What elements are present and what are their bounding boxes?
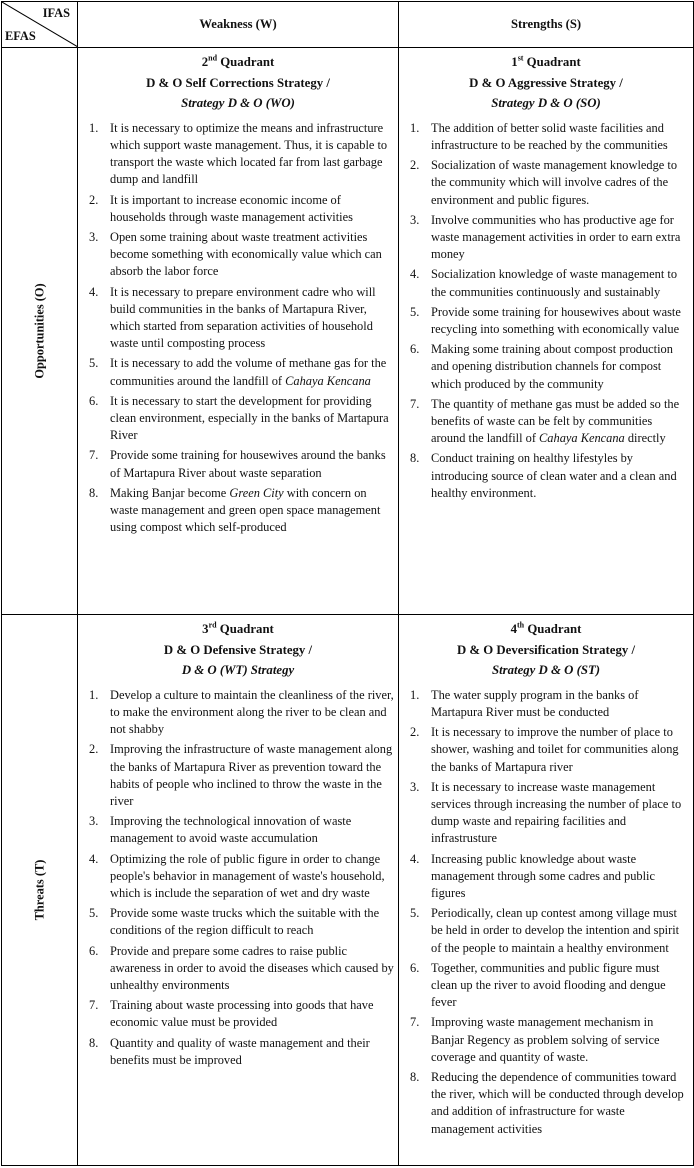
list-item bbox=[399, 960, 687, 1012]
list-item bbox=[399, 1069, 687, 1138]
item-number: 5. bbox=[89, 356, 99, 371]
list-item bbox=[78, 485, 394, 537]
corner-cell bbox=[2, 2, 78, 48]
item-text: Optimizing the role of public figure in order to change people's behavior in management of waste's household, which is include the separation of wet and dry waste bbox=[110, 851, 385, 901]
list-item bbox=[399, 724, 687, 776]
list-item bbox=[78, 905, 394, 939]
quadrant-word: Quadrant bbox=[524, 622, 582, 636]
item-number: 1. bbox=[410, 120, 420, 135]
quadrant-number bbox=[399, 619, 693, 640]
q1-title bbox=[399, 48, 693, 114]
item-text: It is necessary to start the development for providing clean environment, especially in the banks of Martapura River bbox=[110, 393, 389, 443]
item-number: 5. bbox=[410, 304, 420, 319]
strategy-name: D & O Defensive Strategy / bbox=[163, 642, 313, 657]
q2-title bbox=[78, 48, 398, 114]
ordinal-suffix: th bbox=[517, 620, 525, 630]
item-number: 3. bbox=[410, 779, 420, 794]
list-item bbox=[399, 1014, 687, 1066]
list-item bbox=[399, 450, 687, 502]
list-item bbox=[78, 851, 394, 903]
list-item bbox=[399, 157, 687, 209]
item-text-tail: with concern on waste management and green open space management using compost which self-produced bbox=[110, 485, 381, 535]
item-number: 4. bbox=[89, 851, 99, 866]
item-number: 4. bbox=[89, 284, 99, 299]
item-text: The water supply program in the banks of Martapura River must be conducted bbox=[431, 687, 639, 719]
item-number: 8. bbox=[410, 451, 420, 466]
list-item bbox=[399, 905, 687, 957]
item-number: 3. bbox=[89, 230, 99, 244]
item-text: Provide some training for housewives around the banks of Martapura River about waste separation bbox=[110, 448, 386, 480]
item-number: 8. bbox=[89, 1035, 99, 1050]
q2-strategy-list bbox=[78, 120, 398, 537]
header-row bbox=[2, 2, 694, 48]
opportunities-row bbox=[2, 48, 694, 615]
item-number: 1. bbox=[89, 120, 99, 135]
item-number: 2. bbox=[89, 742, 99, 757]
item-number: 2. bbox=[89, 192, 99, 207]
strengths-column-header: Strengths (S) bbox=[399, 2, 694, 48]
item-number: 3. bbox=[410, 212, 420, 227]
item-text: It is necessary to prepare environment cadre who will build communities in the banks of Martapura River, which started from separation activities of household waste until composting process bbox=[110, 284, 376, 351]
efas-label: EFAS bbox=[5, 29, 36, 43]
strategy-name: D & O Self Corrections Strategy / bbox=[146, 75, 330, 90]
quadrant-word: Quadrant bbox=[216, 622, 274, 636]
quadrant-word: Quadrant bbox=[217, 55, 275, 69]
list-item bbox=[78, 741, 394, 810]
item-text: It is necessary to add the volume of methane gas for the communities around the landfill of bbox=[110, 356, 387, 388]
list-item bbox=[399, 266, 687, 300]
item-text: Periodically, clean up contest among village must be held in order to develop the intention and spirit of the people to maintain a healthy environment bbox=[431, 906, 680, 955]
opportunities-label: Opportunities (O) bbox=[31, 283, 46, 379]
item-text: Increasing public knowledge about waste management through some cadres and public figures bbox=[431, 851, 655, 901]
list-item bbox=[78, 687, 394, 739]
list-item bbox=[78, 393, 394, 445]
item-text: Improving the technological innovation of waste management to avoid waste accumulation bbox=[110, 814, 352, 846]
threats-label: Threats (T) bbox=[31, 859, 46, 921]
list-item bbox=[399, 341, 687, 393]
quadrant-ordinal: 1 bbox=[511, 55, 518, 69]
q1-strategy-list bbox=[399, 120, 693, 502]
item-number: 6. bbox=[89, 393, 99, 408]
item-number: 7. bbox=[410, 396, 420, 411]
list-item bbox=[399, 851, 687, 903]
item-text: It is necessary to improve the number of place to shower, washing and toilet for communities along the banks of Martapura river bbox=[431, 725, 679, 774]
item-text: Provide some training for housewives about waste recycling into something with economically value bbox=[431, 304, 681, 337]
quadrant-number bbox=[399, 52, 693, 73]
item-text: Making Banjar become bbox=[110, 485, 230, 500]
list-item bbox=[78, 997, 394, 1031]
item-text: Provide and prepare some cadres to raise public awareness in order to avoid the diseases which caused by unhealthy environments bbox=[110, 943, 394, 993]
strategy-code: Strategy D & O (SO) bbox=[491, 96, 601, 111]
list-item bbox=[78, 355, 394, 389]
quadrant-word: Quadrant bbox=[523, 55, 581, 69]
item-text: Develop a culture to maintain the cleanliness of the river, to make the environment along the river to be clean and not shabby bbox=[110, 687, 394, 737]
strategy-name: D & O Aggressive Strategy / bbox=[469, 75, 623, 90]
list-item bbox=[78, 229, 394, 281]
item-number: 5. bbox=[89, 906, 99, 921]
item-text: Quantity and quality of waste management and their benefits must be improved bbox=[110, 1035, 370, 1067]
item-text: Involve communities who has productive age for waste management activities in order to earn extra money bbox=[431, 212, 681, 262]
item-number: 7. bbox=[410, 1015, 420, 1030]
item-text: Improving waste management mechanism in Banjar Regency as problem solving of service coverage and quantity of waste. bbox=[431, 1015, 660, 1064]
quadrant-number bbox=[78, 52, 398, 73]
item-text: It is important to increase economic income of households through waste management activities bbox=[110, 192, 353, 224]
quadrant-ordinal: 4 bbox=[510, 622, 518, 636]
ordinal-suffix: rd bbox=[208, 620, 217, 630]
quadrant-1-cell bbox=[399, 48, 694, 615]
item-text: It is necessary to optimize the means and infrastructure which support waste management. Thus, it is capable to transport the waste which located far from last garbage dump and landfill bbox=[110, 120, 388, 187]
list-item bbox=[78, 813, 394, 847]
item-number: 8. bbox=[89, 485, 99, 500]
item-text: The quantity of methane gas must be added so the benefits of waste can be felt by communities around the landfill of bbox=[431, 396, 680, 446]
list-item bbox=[78, 192, 394, 226]
list-item bbox=[78, 943, 394, 995]
item-number: 3. bbox=[89, 814, 99, 829]
item-number: 4. bbox=[410, 267, 420, 282]
item-text: Improving the infrastructure of waste management along the banks of Martapura River as prevention toward the habits of people who inclined to throw the waste in the river bbox=[110, 742, 393, 808]
item-number: 6. bbox=[410, 342, 420, 357]
item-italic-text: Cahaya Kencana bbox=[285, 373, 371, 388]
item-text: Making some training about compost production and opening distribution channels for compost which produced by the community bbox=[431, 342, 673, 391]
item-text: Conduct training on healthy lifestyles by introducing source of clean water and a clean and healthy environment. bbox=[431, 451, 677, 500]
item-number: 1. bbox=[410, 687, 420, 702]
item-number: 1. bbox=[89, 687, 99, 702]
ordinal-suffix: st bbox=[517, 53, 524, 63]
strategy-code: D & O (WT) Strategy bbox=[181, 663, 295, 678]
quadrant-3-cell bbox=[78, 615, 399, 1166]
quadrant-2-cell bbox=[78, 48, 399, 615]
item-text: Open some training about waste treatment activities become something with economically value which can absorb the labor force bbox=[110, 230, 382, 279]
quadrant-number bbox=[78, 619, 398, 640]
list-item bbox=[78, 120, 394, 189]
item-number: 4. bbox=[410, 851, 420, 866]
list-item bbox=[399, 687, 687, 721]
item-text: Training about waste processing into goods that have economic value must be provided bbox=[110, 998, 374, 1030]
item-text: Together, communities and public figure must clean up the river to avoid flooding and dengue fever bbox=[431, 960, 666, 1010]
strategy-code: Strategy D & O (ST) bbox=[491, 663, 601, 678]
q4-title bbox=[399, 615, 693, 681]
list-item bbox=[399, 304, 687, 338]
threats-row bbox=[2, 615, 694, 1166]
q3-title bbox=[78, 615, 398, 681]
threats-label-cell bbox=[2, 615, 78, 1166]
item-text: Provide some waste trucks which the suitable with the conditions of the region difficult to reach bbox=[110, 906, 380, 938]
item-number: 2. bbox=[410, 158, 420, 173]
list-item bbox=[78, 284, 394, 353]
list-item bbox=[399, 120, 687, 154]
item-italic-text: Green City bbox=[229, 485, 284, 500]
strategy-code: Strategy D & O (WO) bbox=[181, 96, 295, 111]
item-text: Socialization knowledge of waste management to the communities continuously and sustainably bbox=[431, 267, 678, 299]
item-number: 7. bbox=[89, 998, 99, 1013]
ifas-label: IFAS bbox=[42, 6, 70, 20]
list-item bbox=[399, 396, 687, 448]
item-text: Reducing the dependence of communities toward the river, which will be conducted through develop and addition of infrastructure for waste management activities bbox=[431, 1070, 684, 1136]
list-item bbox=[78, 447, 394, 481]
quadrant-4-cell bbox=[399, 615, 694, 1166]
list-item bbox=[78, 1035, 394, 1069]
item-text: It is necessary to increase waste management services through increasing the number of place to dump waste and repairing facilities and infrastrusture bbox=[431, 779, 682, 846]
item-number: 5. bbox=[410, 906, 420, 921]
item-number: 6. bbox=[89, 943, 99, 958]
list-item bbox=[399, 212, 687, 264]
item-italic-text: Cahaya Kencana bbox=[539, 431, 625, 446]
item-text: Socialization of waste management knowledge to the community which will involve cadres of the environment and public figures. bbox=[431, 158, 678, 207]
ordinal-suffix: nd bbox=[208, 53, 218, 63]
q3-strategy-list bbox=[78, 687, 398, 1069]
list-item bbox=[399, 779, 687, 848]
strategy-name: D & O Deversification Strategy / bbox=[456, 642, 636, 657]
item-text-tail: directly bbox=[624, 431, 666, 446]
opportunities-label-cell bbox=[2, 48, 78, 615]
weakness-column-header: Weakness (W) bbox=[78, 2, 399, 48]
item-text: The addition of better solid waste facilities and infrastructure to be reached by the communities bbox=[431, 120, 668, 152]
item-number: 2. bbox=[410, 725, 420, 740]
quadrant-ordinal: 2 bbox=[201, 55, 209, 69]
item-number: 7. bbox=[89, 448, 99, 463]
q4-strategy-list bbox=[399, 687, 693, 1138]
quadrant-ordinal: 3 bbox=[202, 622, 209, 636]
item-number: 8. bbox=[410, 1070, 420, 1085]
item-number: 6. bbox=[410, 960, 420, 975]
swot-matrix-table bbox=[1, 1, 694, 1166]
